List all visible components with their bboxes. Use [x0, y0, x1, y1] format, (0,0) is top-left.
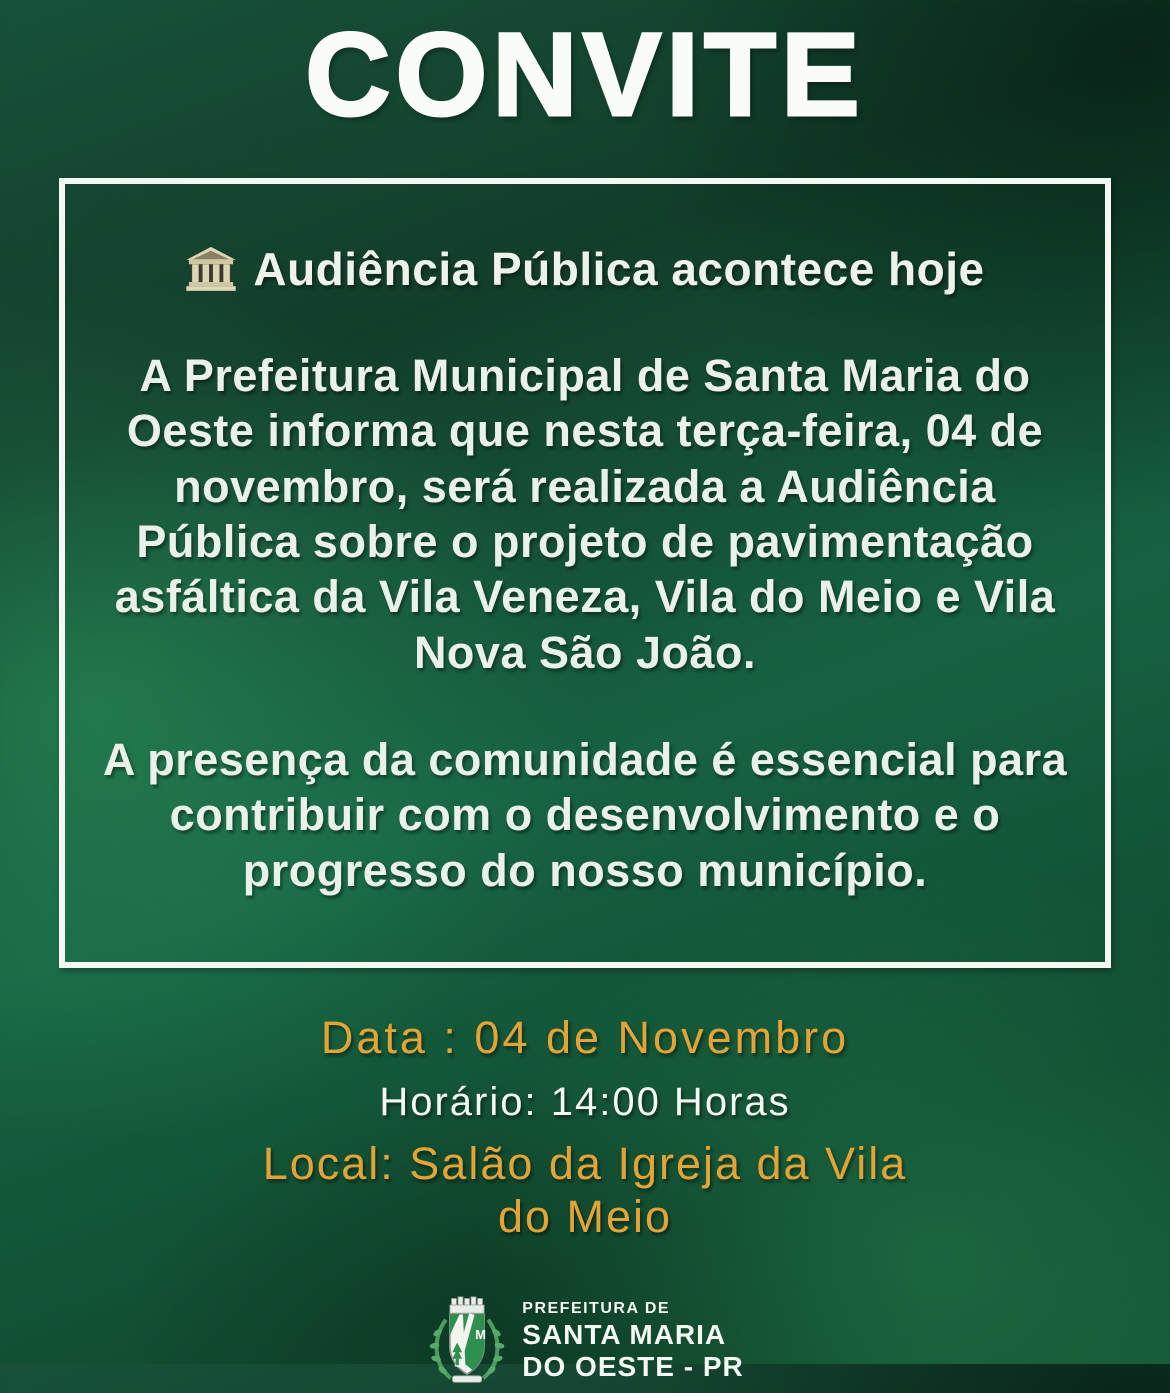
coat-of-arms-icon — [426, 1292, 508, 1388]
classical-building-icon — [185, 245, 237, 293]
invitation-poster — [0, 9, 1170, 1383]
notice-box — [59, 178, 1111, 968]
notice-heading-text: Audiência Pública acontece hoje — [253, 243, 985, 295]
poster-title: CONVITE — [305, 9, 865, 141]
svg-text:M: M — [475, 1327, 487, 1343]
footer-org-line3: DO OESTE - PR — [522, 1351, 744, 1383]
event-location: Local: Salão da Igreja da Vila do Meio — [262, 1138, 908, 1243]
notice-paragraph-2: A presença da comunidade é essencial para contribuir com o desenvolvimento e o progresso do nosso município. — [102, 734, 1068, 896]
event-details — [0, 1012, 1170, 1243]
notice-paragraph-1: A Prefeitura Municipal de Santa Maria do Oeste informa que nesta terça-feira, 04 de novembro, será realizada a Audiência Pública sobre o projeto de pavimentação asfáltica da Vila Veneza, Vila do Meio e Vila Nova São João. — [114, 350, 1056, 678]
footer-org-line1: PREFEITURA DE — [522, 1300, 671, 1317]
footer-org-line2: SANTA MARIA — [522, 1319, 727, 1350]
event-time: Horário: 14:00 Horas — [379, 1080, 791, 1125]
event-date: Data : 04 de Novembro — [320, 1012, 850, 1064]
footer-org-text — [522, 1292, 743, 1382]
notice-heading — [93, 242, 1077, 296]
footer-logo — [0, 1288, 1170, 1383]
